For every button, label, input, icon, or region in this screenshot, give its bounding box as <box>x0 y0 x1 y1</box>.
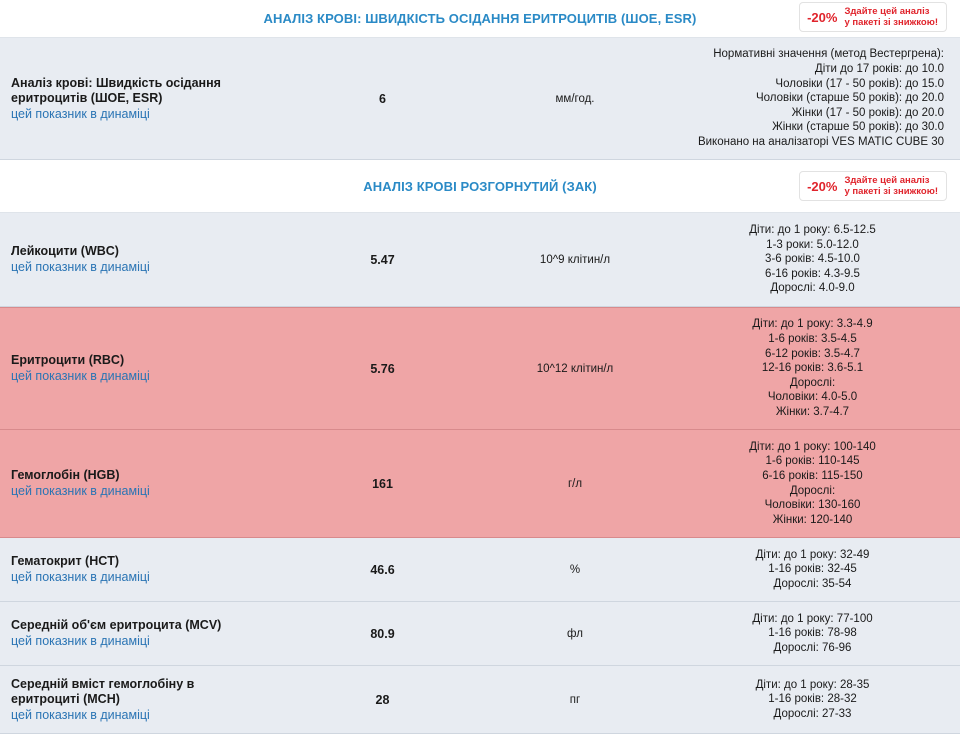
result-unit: пг <box>569 693 581 706</box>
result-unit: фл <box>567 627 583 640</box>
test-name-cell <box>0 468 290 499</box>
result-value: 5.76 <box>370 361 395 376</box>
result-unit: г/л <box>567 477 583 490</box>
dynamics-link[interactable]: цей показник в динаміці <box>11 369 150 383</box>
reference-norms: Діти: до 1 року: 3.3-4.9 1-6 років: 3.5-4.5 6-12 років: 3.5-4.7 12-16 років: 3.6-5.1 Дорослі: Чоловіки: 4.0-5.0 Жінки: 3.7-4.7 <box>752 318 873 418</box>
result-row-rbc <box>0 307 960 430</box>
dynamics-link[interactable]: цей показник в динаміці <box>11 260 150 274</box>
test-name: Гемоглобін (HGB) <box>11 468 120 482</box>
result-unit: мм/год. <box>555 92 595 105</box>
result-row-hgb <box>0 430 960 538</box>
result-row-wbc <box>0 213 960 307</box>
result-value: 28 <box>375 692 390 707</box>
test-name-cell <box>0 76 290 122</box>
test-name-cell <box>0 353 290 384</box>
result-value: 5.47 <box>370 252 395 267</box>
test-name: Гематокрит (HCT) <box>11 554 120 568</box>
test-name-cell <box>0 244 290 275</box>
test-name-cell <box>0 618 290 649</box>
section-title: АНАЛІЗ КРОВІ РОЗГОРНУТИЙ (ЗАК) <box>363 178 597 194</box>
dynamics-link[interactable]: цей показник в динаміці <box>11 570 150 584</box>
result-value: 80.9 <box>370 626 395 641</box>
result-value: 46.6 <box>370 562 395 577</box>
result-unit: % <box>569 563 581 576</box>
section-header-cbc <box>0 160 960 213</box>
result-row-mcv <box>0 602 960 666</box>
result-row-hct <box>0 538 960 602</box>
dynamics-link[interactable]: цей показник в динаміці <box>11 634 150 648</box>
result-value: 6 <box>379 91 386 106</box>
promo-text: Здайте цей аналіз у пакеті зі знижкою! <box>844 6 938 28</box>
package-discount-button[interactable] <box>799 171 947 201</box>
reference-norms: Діти: до 1 року: 28-35 1-16 років: 28-32 Дорослі: 27-33 <box>755 678 870 720</box>
reference-norms: Діти: до 1 року: 6.5-12.5 1-3 роки: 5.0-12.0 3-6 років: 4.5-10.0 6-16 років: 4.3-9.5 Дорослі: 4.0-9.0 <box>749 224 876 295</box>
dynamics-link[interactable]: цей показник в динаміці <box>11 707 150 722</box>
result-unit: 10^12 клітин/л <box>536 362 614 375</box>
result-value: 161 <box>372 476 393 491</box>
section-title: АНАЛІЗ КРОВІ: ШВИДКІСТЬ ОСІДАННЯ ЕРИТРОЦИТІВ (ШОЕ, ESR) <box>263 11 697 26</box>
reference-norms: Діти: до 1 року: 77-100 1-16 років: 78-98 Дорослі: 76-96 <box>752 612 873 654</box>
test-name: Середній вміст гемоглобіну в еритроциті (MCH) <box>11 676 195 706</box>
dynamics-link[interactable]: цей показник в динаміці <box>11 106 150 121</box>
test-name-cell <box>0 554 290 585</box>
result-unit: 10^9 клітин/л <box>539 253 611 266</box>
discount-badge: -20% <box>807 9 838 25</box>
test-name: Середній об'єм еритроцита (MCV) <box>11 618 222 632</box>
result-row-mch <box>0 666 960 734</box>
promo-text: Здайте цей аналіз у пакеті зі знижкою! <box>844 175 938 197</box>
test-name: Аналіз крові: Швидкість осідання еритроцитів (ШОЕ, ESR) <box>11 75 221 105</box>
discount-badge: -20% <box>807 178 838 194</box>
dynamics-link[interactable]: цей показник в динаміці <box>11 484 150 498</box>
result-row-esr <box>0 38 960 160</box>
reference-norms: Діти: до 1 року: 32-49 1-16 років: 32-45 Дорослі: 35-54 <box>755 548 870 590</box>
package-discount-button[interactable] <box>799 2 947 32</box>
reference-norms: Діти: до 1 року: 100-140 1-6 років: 110-145 6-16 років: 115-150 Дорослі: Чоловіки: 130-160 Жінки: 120-140 <box>749 440 876 526</box>
test-name-cell <box>0 677 290 723</box>
reference-norms: Нормативні значення (метод Вестергрена): Діти до 17 років: до 10.0 Чоловіки (17 - 50 років): до 15.0 Чоловіки (старше 50 років): до 20.0 Жінки (17 - 50 років): до 20.0 Жінки (старше 50 років): до 30.0 Виконано на аналізаторі VES MATIC CUBE 30 <box>697 48 944 148</box>
section-header-esr <box>0 0 960 38</box>
test-name: Еритроцити (RBC) <box>11 353 125 367</box>
test-name: Лейкоцити (WBC) <box>11 244 119 258</box>
